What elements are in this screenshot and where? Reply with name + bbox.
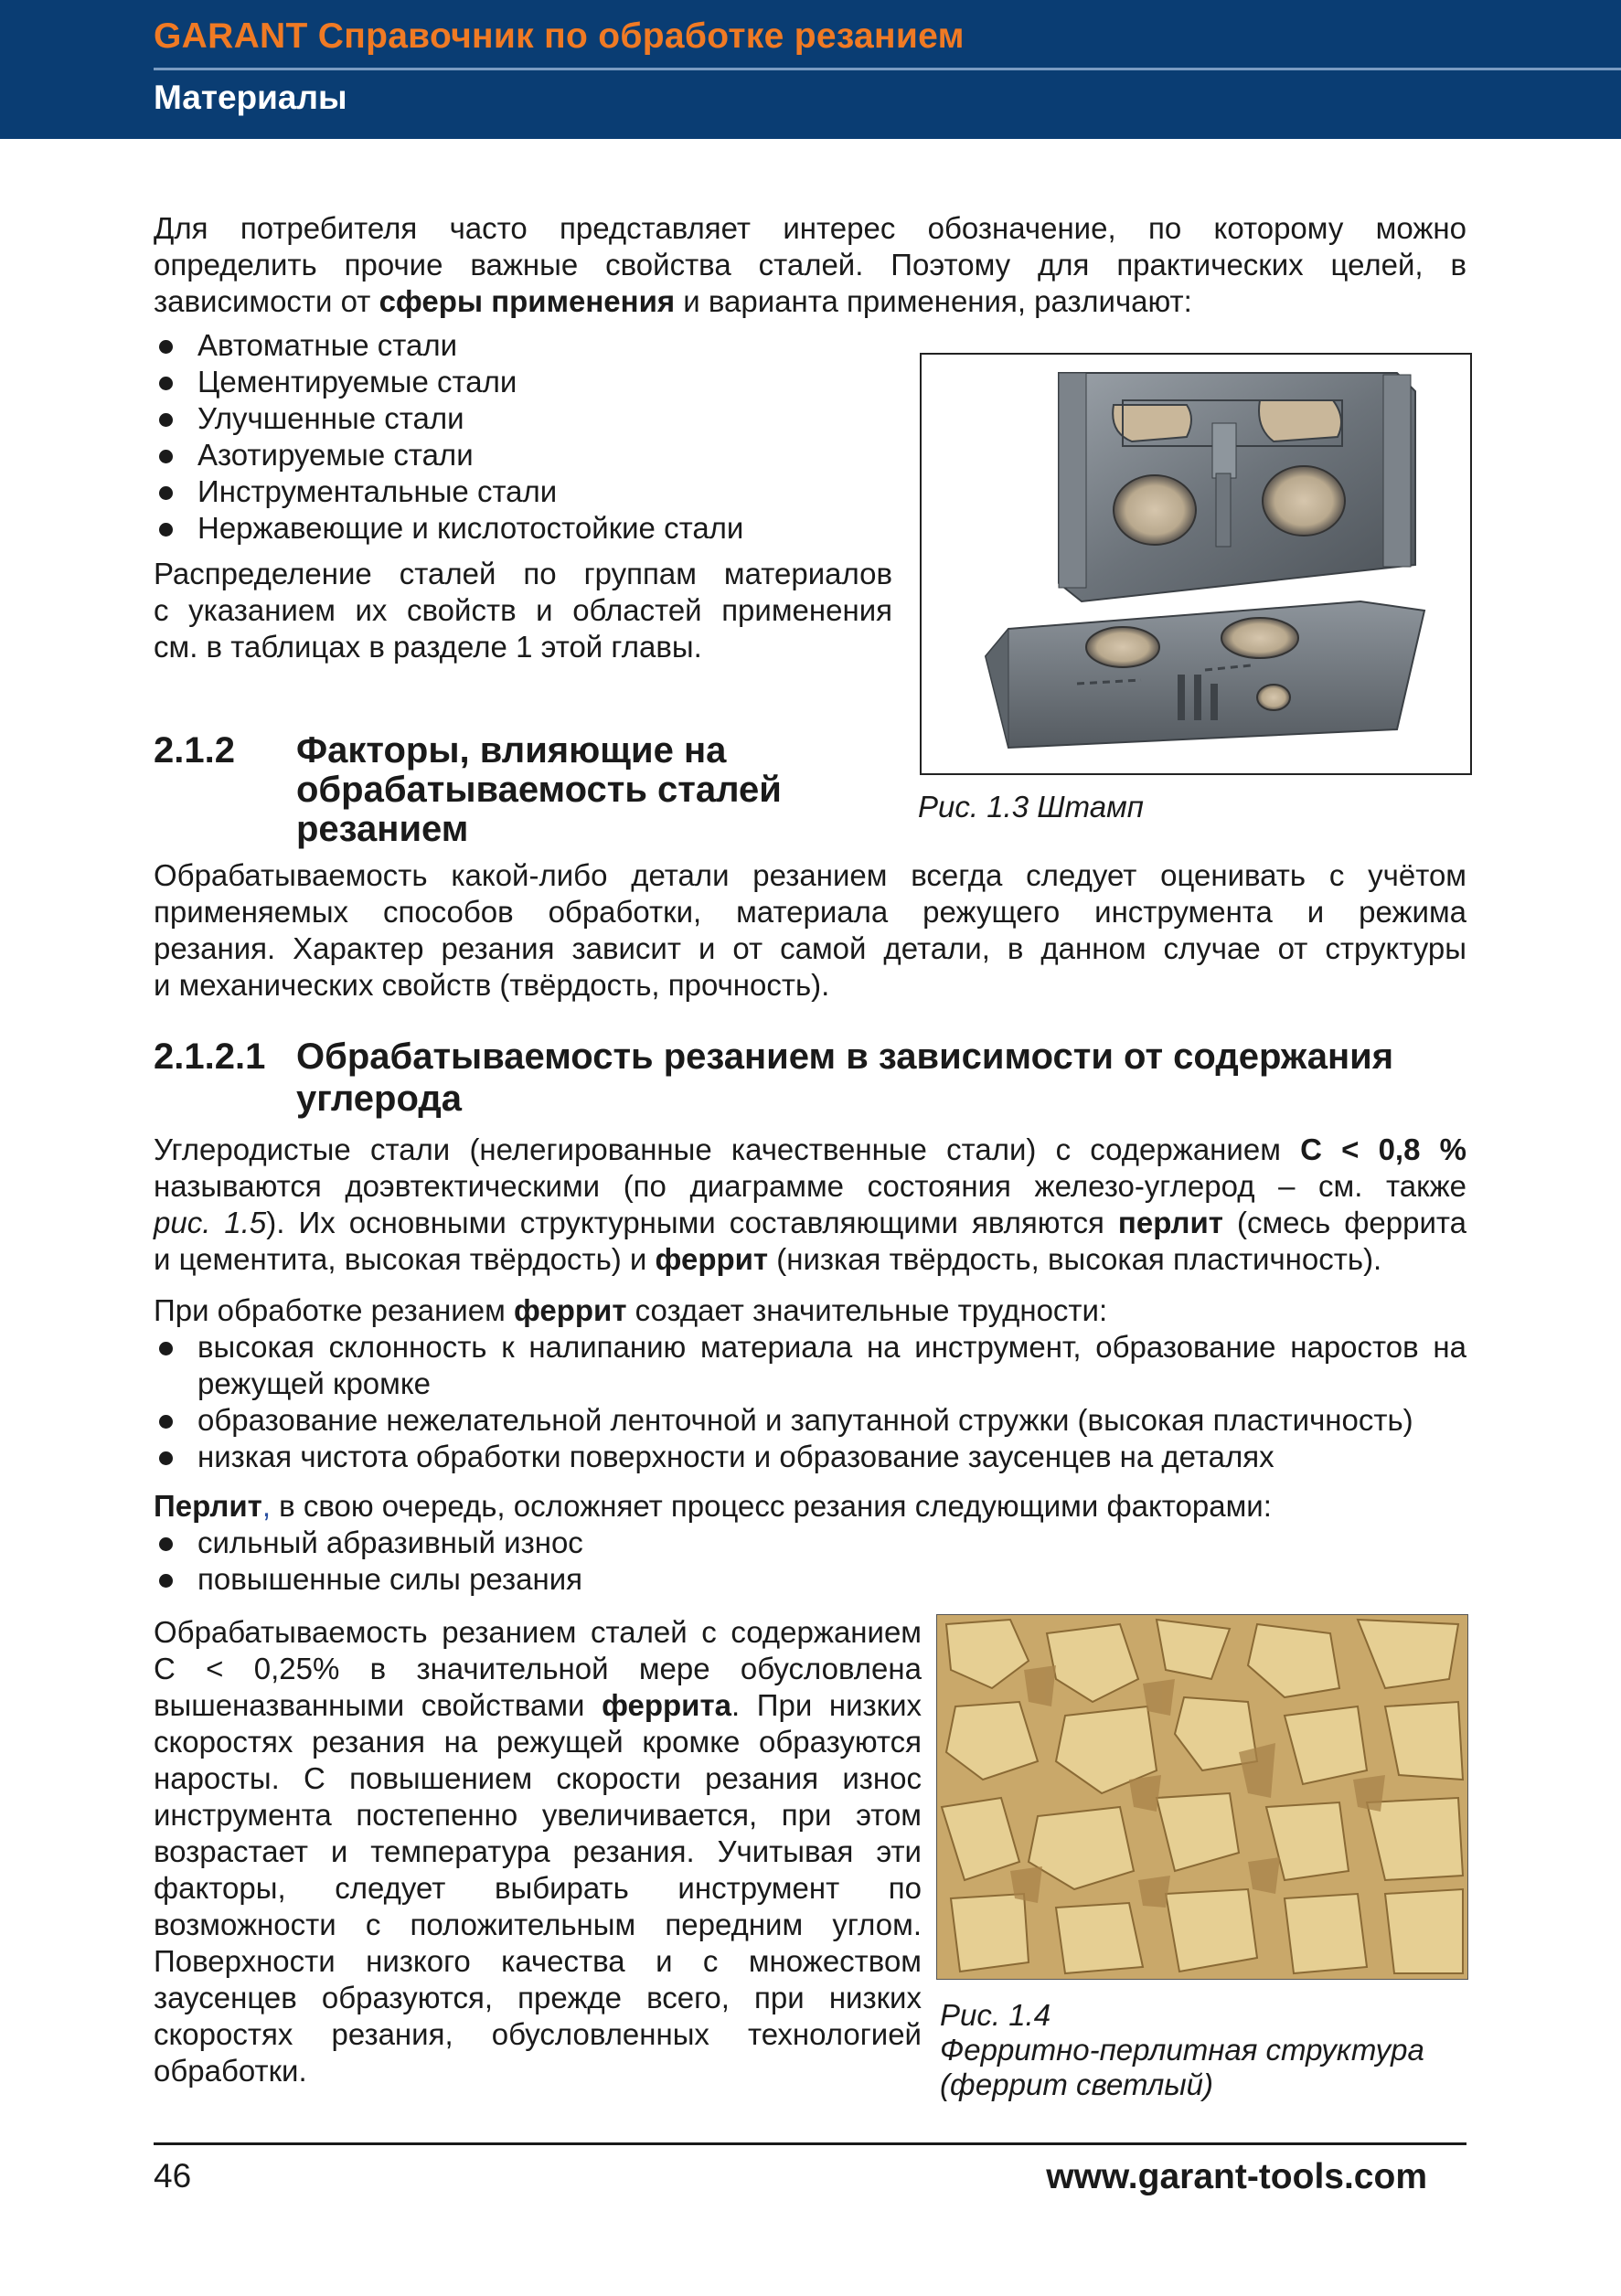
figure-stamp xyxy=(920,353,1472,775)
low-carbon-line: возможности с положительным передним углом. xyxy=(154,1908,922,1941)
caption-line: Рис. 1.4 xyxy=(940,1998,1051,2032)
stamp-die-illustration xyxy=(922,355,1470,773)
carbon-text: (низкая твёрдость, высокая пластичность). xyxy=(768,1242,1382,1276)
low-carbon-line: скоростях резания на режущей кромке образуются xyxy=(154,1725,922,1759)
low-carbon-line: обработки. xyxy=(154,2054,307,2088)
machinability-line: и механических свойств (твёрдость, прочность). xyxy=(154,968,830,1002)
low-carbon-line: скоростях резания, обусловленных технологией xyxy=(154,2017,922,2051)
low-carbon-text: вышеназванными свойствами xyxy=(154,1688,603,1722)
intro-line: определить прочие важные свойства сталей. Поэтому для практических целей, в xyxy=(154,248,1466,282)
list-item: Цементируемые стали xyxy=(154,364,903,400)
header-divider xyxy=(154,68,1621,70)
list-item: Инструментальные стали xyxy=(154,473,903,510)
figure-microstructure xyxy=(936,1614,1468,1980)
figure-stamp-caption: Рис. 1.3 Штамп xyxy=(918,790,1144,824)
pearlite-issues-list xyxy=(154,1525,1466,1598)
page-header xyxy=(0,0,1621,139)
low-carbon-line: факторы, следует выбирать инструмент по xyxy=(154,1871,922,1905)
carbon-text: (смесь феррита xyxy=(1222,1206,1466,1239)
section-title xyxy=(296,731,782,849)
carbon-text: Углеродистые стали (нелегированные качественные стали) с содержанием xyxy=(154,1132,1301,1166)
low-carbon-line: C < 0,25% в значительной мере обусловлена xyxy=(154,1652,922,1685)
low-carbon-line xyxy=(154,1687,922,1724)
list-item: Нержавеющие и кислотостойкие стали xyxy=(154,510,903,547)
intro-line: Для потребителя часто представляет интерес обозначение, по которому можно xyxy=(154,211,1466,245)
section-title-line: обрабатываемость сталей xyxy=(296,770,782,810)
pearlite-intro-text: в свою очередь, осложняет процесс резания следующими факторами: xyxy=(271,1489,1272,1523)
low-carbon-text: . При низких xyxy=(731,1688,922,1722)
intro-paragraph xyxy=(154,210,1466,320)
list-item: образование нежелательной ленточной и запутанной стружки (высокая пластичность) xyxy=(154,1402,1466,1439)
pearlite-bold-term: Перлит xyxy=(154,1489,262,1523)
low-carbon-bold-term: феррита xyxy=(602,1688,731,1722)
figure-microstructure-caption xyxy=(940,1998,1424,2102)
low-carbon-line: Обрабатываемость резанием сталей с содержанием xyxy=(154,1615,922,1649)
carbon-bold-term: феррит xyxy=(655,1242,769,1276)
distribution-line: с указанием их свойств и областей применения xyxy=(154,593,892,627)
low-carbon-paragraph xyxy=(154,1614,922,2089)
pearlite-comma: , xyxy=(261,1489,271,1523)
low-carbon-line: Поверхности низкого качества и с множеством xyxy=(154,1944,922,1978)
page-number: 46 xyxy=(154,2157,192,2195)
intro-text: и варианта применения, различают: xyxy=(675,284,1192,318)
list-item-line: режущей кромке xyxy=(197,1366,432,1400)
ferrite-pearlite-micrograph xyxy=(937,1615,1467,1979)
low-carbon-line: заусенцев образуются, прежде всего, при низких xyxy=(154,1981,922,2014)
list-item: повышенные силы резания xyxy=(154,1561,1466,1598)
machinability-paragraph xyxy=(154,857,1466,1004)
section-heading-2-1-2-1 xyxy=(154,1036,1466,1118)
low-carbon-line: наросты. С повышением скорости резания износ xyxy=(154,1761,922,1795)
low-carbon-line: возрастает и температура резания. Учитывая эти xyxy=(154,1834,922,1868)
distribution-line: Распределение сталей по группам материалов xyxy=(154,557,892,590)
list-item xyxy=(154,1329,1466,1402)
steel-types-list xyxy=(154,327,903,547)
list-item: Азотируемые стали xyxy=(154,437,903,473)
caption-line: Ферритно-перлитная структура xyxy=(940,2033,1424,2067)
machinability-line: применяемых способов обработки, материала режущего инструмента и режима xyxy=(154,895,1466,929)
section-title-line: резанием xyxy=(296,809,469,849)
section-number: 2.1.2.1 xyxy=(154,1036,266,1077)
ferrite-intro-text: создает значительные трудности: xyxy=(626,1293,1108,1327)
machinability-line: Обрабатываемость какой-либо детали резанием всегда следует оценивать с учётом xyxy=(154,858,1466,892)
carbon-bold-term: перлит xyxy=(1117,1206,1223,1239)
list-item: сильный абразивный износ xyxy=(154,1525,1466,1561)
ferrite-bold-term: феррит xyxy=(513,1293,627,1327)
carbon-line xyxy=(154,1241,1466,1278)
section-title xyxy=(296,1036,1393,1120)
distribution-line: см. в таблицах в разделе 1 этой главы. xyxy=(154,630,702,664)
section-title-line: Обрабатываемость резанием в зависимости от содержания xyxy=(296,1036,1394,1077)
low-carbon-line: инструмента постепенно увеличивается, при этом xyxy=(154,1798,922,1832)
list-item: Автоматные стали xyxy=(154,327,903,364)
carbon-line xyxy=(154,1205,1466,1241)
caption-line: (феррит светлый) xyxy=(940,2067,1213,2101)
figure-reference: рис. 1.5 xyxy=(154,1206,267,1239)
carbon-line xyxy=(154,1132,1466,1168)
header-subtitle: Материалы xyxy=(154,79,347,116)
distribution-paragraph xyxy=(154,556,892,665)
footer-divider xyxy=(154,2142,1466,2145)
pearlite-intro xyxy=(154,1488,1466,1525)
list-item: Улучшенные стали xyxy=(154,400,903,437)
intro-line xyxy=(154,283,1466,320)
carbon-bold-term: C < 0,8 % xyxy=(1300,1132,1466,1166)
header-title: GARANT Справочник по обработке резанием xyxy=(154,16,965,56)
carbon-text: и цементита, высокая твёрдость) и xyxy=(154,1242,656,1276)
section-heading-2-1-2 xyxy=(154,731,885,850)
machinability-line: резания. Характер резания зависит и от самой детали, в данном случае от структуры xyxy=(154,931,1466,965)
intro-text: зависимости от xyxy=(154,284,379,318)
carbon-line: называются доэвтектическими (по диаграмме состояния железо-углерод – см. также xyxy=(154,1169,1466,1203)
section-title-line: углерода xyxy=(296,1079,463,1119)
section-number: 2.1.2 xyxy=(154,730,235,771)
carbon-paragraph xyxy=(154,1132,1466,1278)
footer-website-link[interactable]: www.garant-tools.com xyxy=(1046,2157,1427,2196)
list-item-line: высокая склонность к налипанию материала на инструмент, образование наростов на xyxy=(197,1330,1466,1364)
ferrite-intro xyxy=(154,1292,1466,1329)
carbon-text: ). Их основными структурными составляющими являются xyxy=(266,1206,1118,1239)
ferrite-intro-text: При обработке резанием xyxy=(154,1293,514,1327)
section-title-line: Факторы, влияющие на xyxy=(296,730,727,771)
list-item: низкая чистота обработки поверхности и образование заусенцев на деталях xyxy=(154,1439,1466,1475)
intro-bold-term: сферы применения xyxy=(379,284,676,318)
ferrite-issues-list xyxy=(154,1329,1466,1475)
